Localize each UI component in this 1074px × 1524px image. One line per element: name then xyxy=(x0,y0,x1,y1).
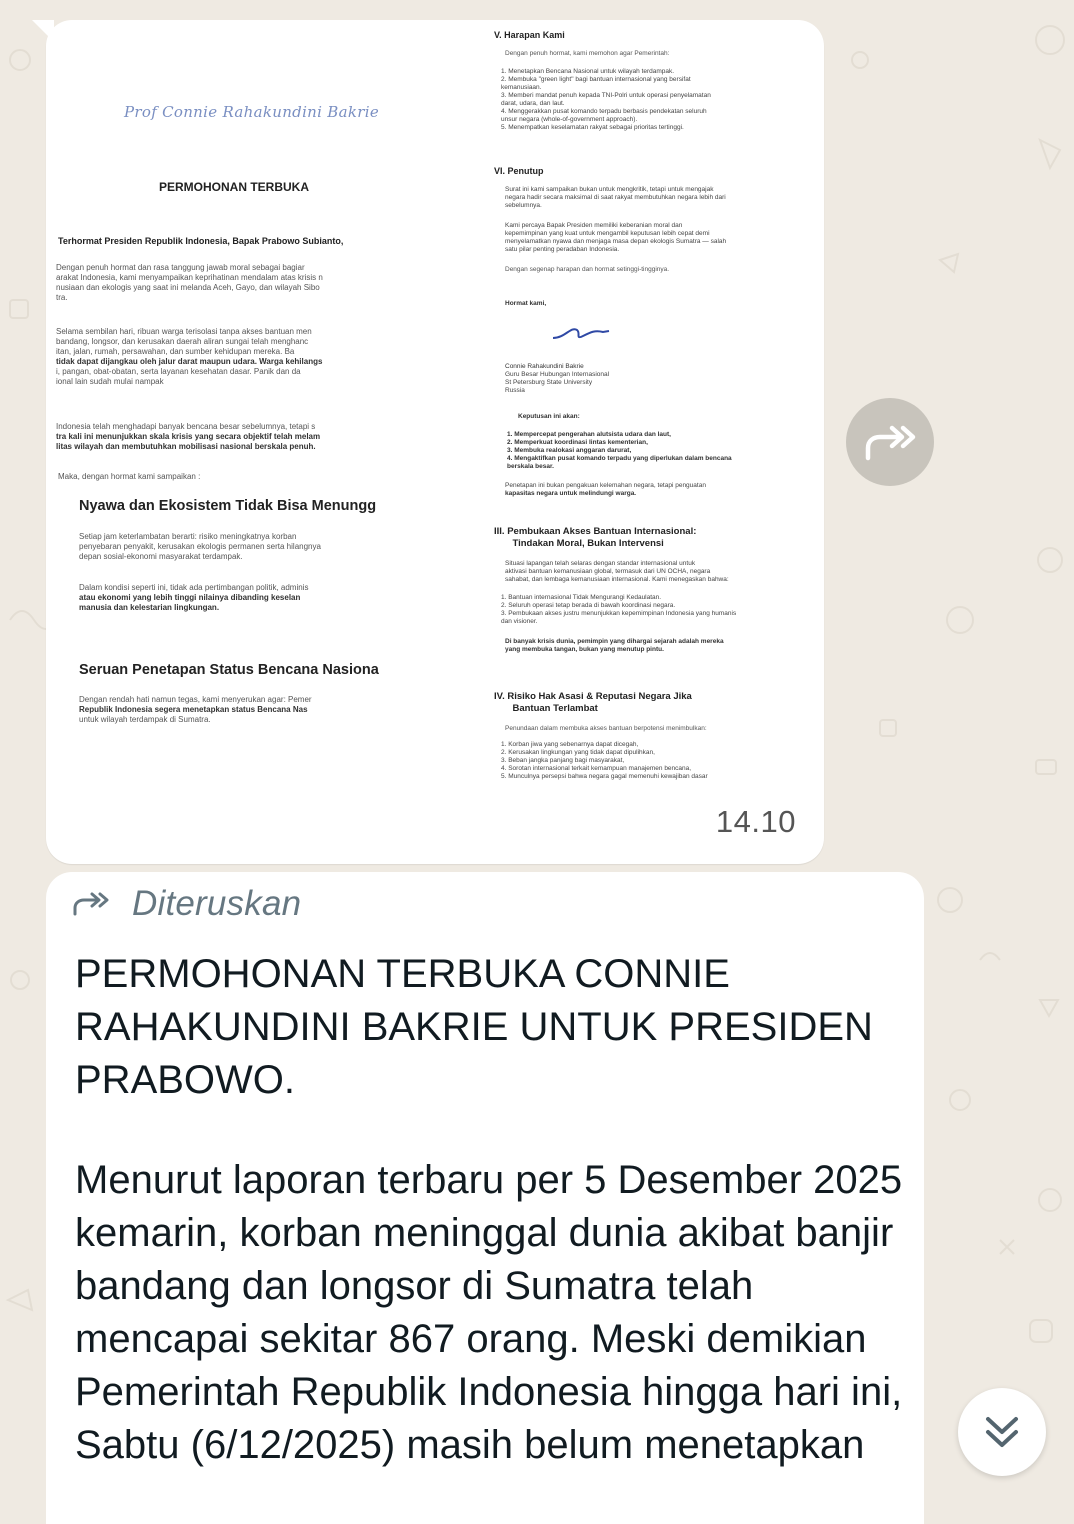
message-body: Menurut laporan terbaru per 5 Desember 2025 kemarin, korban meninggal dunia akibat banjir bandang dan longsor di Sumatra telah mencapai sekitar 867 orang. Meski demikian Pemerintah Republik Indonesia hingga hari ini, Sabtu (6/12/2025) masih belum menetapkan xyxy=(75,1158,903,1467)
letterhead-signature-logo: Prof Connie Rahakundini Bakrie xyxy=(124,103,380,121)
document-right-page xyxy=(491,20,821,820)
message-title: PERMOHONAN TERBUKA CONNIE RAHAKUNDINI BAKRIE UNTUK PRESIDEN PRABOWO. xyxy=(75,952,873,1102)
section-4-list: 1. Korban jiwa yang sebenarnya dapat dicegah, 2. Kerusakan lingkungan yang tidak dapat dipulihkan, 3. Beban jangka panjang bagi masyarakat, 4. Sorotan internasional terkait kemampuan manajemen bencana, 5. Munculnya persepsi bahwa negara gagal memenuhi kewajiban dasar xyxy=(501,741,708,780)
document-heading-1: Nyawa dan Ekosistem Tidak Bisa Menungg xyxy=(79,498,377,514)
forwarded-indicator xyxy=(72,884,301,924)
document-paragraph-5: Setiap jam keterlambatan berarti: risiko meningkatnya korban penyebaran penyakit, kerusakan ekologis permanen serta hilangnya depan sosial-ekonomi masyarakat terdampak. xyxy=(79,532,321,561)
signer-block: Connie Rahakundini Bakrie Guru Besar Hubungan Internasional St Petersburg State University Russia xyxy=(505,363,610,394)
forward-button[interactable] xyxy=(846,398,934,486)
forwarded-label: Diteruskan xyxy=(132,884,302,923)
document-paragraph-7: Dengan rendah hati namun tegas, kami menyerukan agar: Pemer Republik Indonesia segera menetapkan status Bencana Nas untuk wilayah terdampak di Sumatra. xyxy=(79,695,312,724)
forward-arrow-icon xyxy=(862,422,918,462)
document-title: PERMOHONAN TERBUKA xyxy=(159,180,309,194)
closing-text: Hormat kami, xyxy=(505,300,547,307)
double-chevron-down-icon xyxy=(984,1413,1020,1451)
scroll-to-bottom-button[interactable] xyxy=(958,1388,1046,1476)
decision-intro: Keputusan ini akan: xyxy=(518,413,580,420)
section-3-list: 1. Bantuan internasional Tidak Mengurangi Kedaulatan. 2. Seluruh operasi tetap berada di bawah koordinasi negara. 3. Pembukaan akses justru menunjukkan kepemimpinan Indonesia yang humanis dan visioner. xyxy=(501,594,737,625)
document-paragraph-3: Indonesia telah menghadapi banyak bencana besar sebelumnya, tetapi s tra kali ini menunjukkan skala krisis yang secara objektif telah melam litas wilayah dan membutuhkan mobilisasi nasional berskala penuh. xyxy=(56,422,321,451)
section-5-intro: Dengan penuh hormat, kami memohon agar Pemerintah: xyxy=(505,50,670,57)
document-paragraph-4: Maka, dengan hormat kami sampaikan : xyxy=(58,472,201,481)
decision-note: Penetapan ini bukan pengakuan kelemahan negara, tetapi penguatan kapasitas negara untuk melindungi warga. xyxy=(505,482,706,497)
document-paragraph-1: Dengan penuh hormat dan rasa tanggung jawab moral sebagai bagiar arakat Indonesia, kami menyampaikan keprihatinan mendalam atas krisis n nusiaan dan ekologis yang saat ini melanda Aceh, Gayo, dan wilayah Sibo tra. xyxy=(56,263,323,302)
forwarded-icon xyxy=(72,891,110,917)
document-left-page xyxy=(56,20,430,820)
section-5-title: V. Harapan Kami xyxy=(494,30,565,40)
section-3-title: III. Pembukaan Akses Bantuan Internasional: Tindakan Moral, Bukan Intervensi xyxy=(494,526,697,549)
image-message-bubble[interactable] xyxy=(46,20,824,864)
document-image[interactable] xyxy=(46,20,824,820)
section-5-list: 1. Menetapkan Bencana Nasional untuk wilayah terdampak. 2. Membuka "green light" bagi bantuan internasional yang bersifat kemanusiaan. 3. Memberi mandat penuh kepada TNI-Polri untuk operasi penyelamatan darat, udara, dan laut. 4. Menggerakkan pusat komando terpadu berbasis pendekatan seluruh unsur negara (whole-of-government approach). 5. Menempatkan keselamatan rakyat sebagai prioritas tertinggi. xyxy=(501,68,711,131)
section-3-paragraph-2: Di banyak krisis dunia, pemimpin yang dihargai sejarah adalah mereka yang membuka tangan, bukan yang menutup pintu. xyxy=(505,638,724,653)
section-6-paragraph-2: Kami percaya Bapak Presiden memiliki keberanian moral dan kepemimpinan yang kuat untuk mengambil keputusan lebih cepat demi menyelamatkan nyawa dan menjaga masa depan ekologis Sumatra — salah satu pilar penting peradaban Indonesia. xyxy=(505,222,727,253)
decision-list: 1. Mempercepat pengerahan alutsista udara dan laut, 2. Memperkuat koordinasi lintas kementerian, 3. Membuka realokasi anggaran darurat, 4. Mengaktifkan pusat komando terpadu yang diperlukan dalam bencana berskala besar. xyxy=(507,431,732,470)
document-heading-2: Seruan Penetapan Status Bencana Nasiona xyxy=(79,662,379,678)
section-4-title: IV. Risiko Hak Asasi & Reputasi Negara Jika Bantuan Terlambat xyxy=(494,691,692,714)
document-salutation: Terhormat Presiden Republik Indonesia, Bapak Prabowo Subianto, xyxy=(58,236,344,246)
section-6-paragraph-1: Surat ini kami sampaikan bukan untuk mengkritik, tetapi untuk mengajak negara hadir secara maksimal di saat rakyat membutuhkan negara lebih dari sebelumnya. xyxy=(505,186,726,209)
section-4-intro: Penundaan dalam membuka akses bantuan berpotensi menimbulkan: xyxy=(505,725,707,732)
text-message-bubble[interactable] xyxy=(46,872,924,1524)
section-6-paragraph-3: Dengan segenap harapan dan hormat setinggi-tingginya. xyxy=(505,266,670,273)
handwritten-signature xyxy=(551,320,611,344)
document-paragraph-2: Selama sembilan hari, ribuan warga terisolasi tanpa akses bantuan men bandang, longsor, dan kerusakan daerah aliran sungai telah menghanc itan, jalan, rumah, persawahan, dan sumber kehidupan mereka. Ba tidak dapat dijangkau oleh jalur darat maupun udara. Warga kehilangs i, pangan, obat-obatan, serta layanan kesehatan dasar. Panik dan da ional lain sudah mulai nampak xyxy=(56,327,323,386)
section-3-paragraph-1: Situasi lapangan telah selaras dengan standar internasional untuk aktivasi bantuan kemanusiaan global, termasuk dari UN OCHA, negara sahabat, dan lembaga kemanusiaan internasional. Kami menegaskan bahwa: xyxy=(505,560,729,583)
section-6-title: VI. Penutup xyxy=(494,166,544,176)
message-timestamp: 14.10 xyxy=(715,804,796,839)
document-paragraph-6: Dalam kondisi seperti ini, tidak ada pertimbangan politik, adminis atau ekonomi yang lebih tinggi nilainya dibanding keselan manusia dan kelestarian lingkungan. xyxy=(79,583,309,612)
